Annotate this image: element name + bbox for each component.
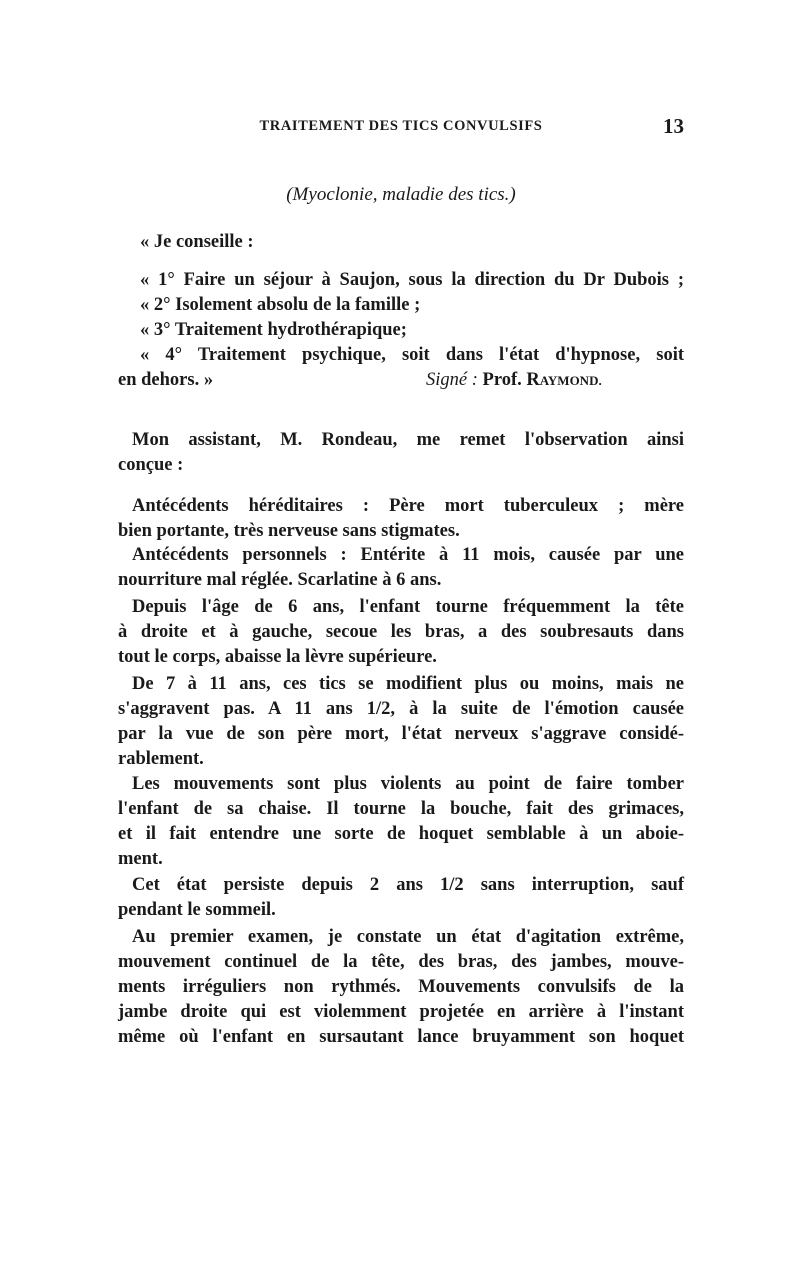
text-line: à droite et à gauche, secoue les bras, a des soubresauts dans — [118, 622, 684, 642]
text-line: Antécédents personnels : Entérite à 11 mois, causée par une — [132, 545, 684, 565]
text-line: conçue : — [118, 455, 184, 475]
paragraph — [118, 873, 684, 923]
text-line: ments irréguliers non rythmés. Mouvements convulsifs de la — [118, 977, 684, 997]
text-line: rablement. — [118, 749, 204, 769]
text-line: jambe droite qui est violemment projetée en arrière à l'instant — [118, 1002, 684, 1022]
text-line: Mon assistant, M. Rondeau, me remet l'observation ainsi — [132, 430, 684, 450]
paragraph — [118, 428, 684, 478]
quote-closing: en dehors. » — [118, 370, 214, 390]
signature — [426, 368, 602, 393]
signature-line — [118, 368, 684, 393]
prescription-item: « 4° Traitement psychique, soit dans l'état d'hypnose, soit — [140, 345, 684, 365]
signature-name-rest: AYMOND. — [539, 373, 602, 388]
section-subtitle: (Myoclonie, maladie des tics.) — [286, 184, 516, 205]
paragraph — [118, 543, 684, 593]
running-head — [118, 116, 684, 140]
text-line: Les mouvements sont plus violents au point de faire tomber — [132, 774, 684, 794]
signature-label: Signé : — [426, 370, 478, 390]
text-line: ment. — [118, 849, 163, 869]
prescription-item: « 3° Traitement hydrothérapique; — [140, 320, 407, 340]
prescription-list — [118, 268, 684, 393]
paragraph — [118, 595, 684, 670]
prescription-intro — [118, 230, 684, 255]
page-number: 13 — [663, 114, 684, 138]
text-line: pendant le sommeil. — [118, 900, 276, 920]
paragraph — [118, 772, 684, 872]
paragraph — [118, 494, 684, 544]
text-line: par la vue de son père mort, l'état nerveux s'aggrave considé- — [118, 724, 684, 744]
text-line: De 7 à 11 ans, ces tics se modifient plus ou moins, mais ne — [132, 674, 684, 694]
running-title: TRAITEMENT DES TICS CONVULSIFS — [259, 118, 543, 134]
paragraph — [118, 925, 684, 1050]
text-line: s'aggravent pas. A 11 ans 1/2, à la suite de l'émotion causée — [118, 699, 684, 719]
text-line: Cet état persiste depuis 2 ans 1/2 sans interruption, sauf — [132, 875, 684, 895]
text-line: mouvement continuel de la tête, des bras, des jambes, mouve- — [118, 952, 684, 972]
paragraph — [118, 672, 684, 772]
text-line: nourriture mal réglée. Scarlatine à 6 ans. — [118, 570, 442, 590]
signature-name-prefix: Prof. R — [482, 370, 540, 390]
text-line: l'enfant de sa chaise. Il tourne la bouche, fait des grimaces, — [118, 799, 684, 819]
text-line: Antécédents héréditaires : Père mort tuberculeux ; mère — [132, 496, 684, 516]
prescription-item: « 1° Faire un séjour à Saujon, sous la direction du Dr Dubois ; — [140, 270, 684, 290]
text-line: « Je conseille : — [140, 232, 254, 252]
text-line: Depuis l'âge de 6 ans, l'enfant tourne fréquemment la tête — [132, 597, 684, 617]
text-line: tout le corps, abaisse la lèvre supérieure. — [118, 647, 437, 667]
text-line: Au premier examen, je constate un état d'agitation extrême, — [132, 927, 684, 947]
text-line: même où l'enfant en sursautant lance bruyamment son hoquet — [118, 1027, 684, 1047]
text-line: et il fait entendre une sorte de hoquet semblable à un aboie- — [118, 824, 684, 844]
prescription-item: « 2° Isolement absolu de la famille ; — [140, 295, 421, 315]
text-line: bien portante, très nerveuse sans stigmates. — [118, 521, 460, 541]
